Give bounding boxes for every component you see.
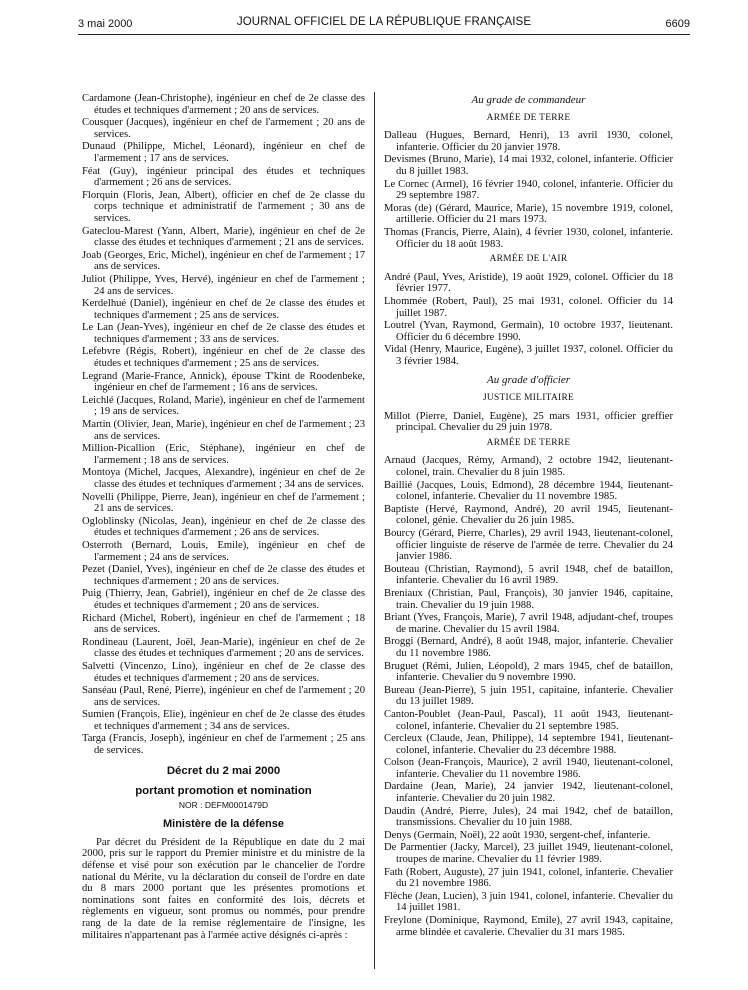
journal-title: JOURNAL OFFICIEL DE LA RÉPUBLIQUE FRANÇAISE	[236, 16, 532, 28]
page-header	[78, 16, 690, 35]
list-item: Arnaud (Jacques, Rémy, Armand), 2 octobre 1942, lieutenant-colonel, train. Chevalier du 8 juin 1985.	[384, 455, 673, 479]
right-column	[384, 93, 673, 939]
list-item: Targa (Francis, Joseph), ingénieur en chef de l'armement ; 25 ans de services.	[82, 733, 365, 757]
list-item: Loutrel (Yvan, Raymond, Germain), 10 octobre 1937, lieutenant. Officier du 6 décembre 1990.	[384, 320, 673, 343]
list-item: Devismes (Bruno, Marie), 14 mai 1932, colonel, infanterie. Officier du 8 juillet 1983.	[384, 154, 673, 177]
list-item: Le Lan (Jean-Yves), ingénieur en chef de 2e classe des études et techniques d'armement ; 33 ans de services.	[82, 322, 365, 345]
list-item: De Parmentier (Jacky, Marcel), 23 juillet 1949, lieutenant-colonel, troupes de marine. Chevalier du 11 février 1989.	[384, 842, 673, 866]
list-item: Cardamone (Jean-Christophe), ingénieur en chef de 2e classe des études et techniques d'armement ; 20 ans de services.	[82, 93, 365, 116]
list-item: Broggi (Bernard, André), 8 août 1948, major, infanterie. Chevalier du 11 novembre 1986.	[384, 636, 673, 659]
decree-paragraph: Par décret du Président de la République en date du 2 mai 2000, pris sur le rapport du Premier ministre et du ministre de la défense et visé pour son exécution par le chancelier de l'ordre national du Mérite, vu la déclaration du conseil de l'ordre en date du 8 mars 2000 portant que les présentes promotions et nominations sont faites en conformité des lois, décrets et règlements en vigueur, sont promus ou nommés, pour prendre rang de la date de la remise réglementaire de l'insigne, les militaires n'appartenant pas à l'armée active désignés ci-après :	[82, 836, 365, 941]
list-item: Leichlé (Jacques, Roland, Marie), ingénieur en chef de l'armement ; 19 ans de services.	[82, 394, 365, 418]
list-item: Lhommée (Robert, Paul), 25 mai 1931, colonel. Officier du 14 juillet 1987.	[384, 295, 673, 319]
list-item: Bureau (Jean-Pierre), 5 juin 1951, capitaine, infanterie. Chevalier du 13 juillet 1989.	[384, 684, 673, 708]
subsection-armee-de-l-air: ARMÉE DE L'AIR	[489, 254, 568, 265]
list-item: Florquin (Floris, Jean, Albert), officier en chef de 2e classe du corps technique et administratif de l'armement ; 30 ans de services.	[82, 189, 365, 224]
decree-nor: NOR : DEFM0001479D	[178, 799, 269, 810]
header-date: 3 mai 2000	[78, 18, 133, 30]
list-item: Richard (Michel, Robert), ingénieur en chef de l'armement ; 18 ans de services.	[82, 612, 365, 636]
section-title-officier: Au grade d'officier	[486, 374, 570, 387]
list-item: Joab (Georges, Eric, Michel), ingénieur en chef de l'armement ; 17 ans de services.	[82, 249, 365, 273]
list-item: Lefebvre (Régis, Robert), ingénieur en chef de 2e classe des études et techniques d'armement ; 25 ans de services.	[82, 346, 365, 370]
list-item: Denys (Germain, Noël), 22 août 1930, sergent-chef, infanterie.	[384, 829, 651, 841]
list-item: Bruguet (Rémi, Julien, Léopold), 2 mars 1945, chef de bataillon, infanterie. Chevalier du 9 novembre 1990.	[384, 660, 673, 684]
list-item: Briant (Yves, François, Marie), 7 avril 1948, adjudant-chef, troupes de marine. Chevalier du 15 avril 1984.	[384, 612, 673, 635]
list-item: Legrand (Marie-France, Annick), épouse T'kint de Roodenbeke, ingénieur en chef de l'armement ; 16 ans de services.	[82, 370, 365, 394]
list-item: Bouteau (Christian, Raymond), 5 avril 1948, chef de bataillon, infanterie. Chevalier du 16 avril 1989.	[384, 563, 673, 587]
left-column	[82, 93, 365, 941]
list-item: Sanséau (Paul, René, Pierre), ingénieur en chef de l'armement ; 20 ans de services.	[82, 685, 365, 708]
list-item: Juliot (Philippe, Yves, Hervé), ingénieur en chef de l'armement ; 24 ans de services.	[82, 273, 365, 297]
list-item: Freylone (Dominique, Raymond, Emile), 27 avril 1943, capitaine, arme blindée et cavalerie. Chevalier du 31 mars 1985.	[384, 915, 673, 938]
list-item: Le Cornec (Armel), 16 février 1940, colonel, infanterie. Officier du 29 septembre 1987.	[384, 178, 673, 202]
list-item: Baillié (Jacques, Louis, Edmond), 28 décembre 1944, lieutenant-colonel, infanterie. Chevalier du 11 novembre 1985.	[384, 479, 673, 503]
list-item: Moras (de) (Gérard, Maurice, Marie), 15 novembre 1919, colonel, artillerie. Officier du 21 mars 1973.	[384, 202, 673, 226]
list-item: Millot (Pierre, Daniel, Eugène), 25 mars 1931, officier greffier principal. Chevalier du 29 juin 1978.	[384, 410, 673, 434]
list-item: Osterroth (Bernard, Louis, Emile), ingénieur en chef de l'armement ; 24 ans de services.	[82, 539, 365, 563]
list-commandeur-air	[384, 272, 673, 368]
ministry-heading: Ministère de la défense	[162, 818, 285, 831]
list-item: Kerdelhué (Daniel), ingénieur en chef de 2e classe des études et techniques d'armement ; 25 ans de services.	[82, 298, 365, 321]
list-item: Million-Picallion (Eric, Stéphane), ingénieur en chef de l'armement ; 18 ans de services.	[82, 443, 365, 466]
list-item: Sumien (François, Elie), ingénieur en chef de 2e classe des études et techniques d'armement ; 34 ans de services.	[82, 709, 365, 732]
list-item: André (Paul, Yves, Aristide), 19 août 1929, colonel. Officier du 18 février 1977.	[384, 271, 673, 295]
list-item: Cousquer (Jacques), ingénieur en chef de l'armement ; 20 ans de services.	[82, 117, 365, 140]
subsection-armee-de-terre-2: ARMÉE DE TERRE	[486, 437, 571, 448]
subsection-armee-de-terre: ARMÉE DE TERRE	[486, 112, 571, 123]
list-item: Breniaux (Christian, Paul, François), 30 janvier 1946, capitaine, train. Chevalier du 19 juin 1988.	[384, 587, 673, 611]
list-officier-justice	[384, 411, 673, 434]
list-item: Canton-Poublet (Jean-Paul, Pascal), 11 août 1943, lieutenant-colonel, infanterie. Chevalier du 21 septembre 1985.	[384, 708, 673, 732]
list-item: Dunaud (Philippe, Michel, Léonard), ingénieur en chef de l'armement ; 17 ans de services.	[82, 141, 365, 164]
list-item: Ogloblinsky (Nicolas, Jean), ingénieur en chef de 2e classe des études et techniques d'armement ; 26 ans de services.	[82, 515, 365, 539]
list-item: Daudin (André, Pierre, Jules), 24 mai 1942, chef de bataillon, transmissions. Chevalier du 10 juin 1988.	[384, 805, 673, 829]
list-item: Flèche (Jean, Lucien), 3 juin 1941, colonel, infanterie. Chevalier du 14 juillet 1981.	[384, 890, 673, 914]
list-item: Féat (Guy), ingénieur principal des études et techniques d'armement ; 26 ans de services.	[82, 165, 365, 189]
list-item: Cercleux (Claude, Jean, Philippe), 14 septembre 1941, lieutenant-colonel, infanterie. Chevalier du 23 décembre 1988.	[384, 733, 673, 756]
list-item: Salvetti (Vincenzo, Lino), ingénieur en chef de 2e classe des études et techniques d'armement ; 20 ans de services.	[82, 660, 365, 684]
list-item: Pezet (Daniel, Yves), ingénieur en chef de 2e classe des études et techniques d'armement ; 20 ans de services.	[82, 564, 365, 587]
list-item: Vidal (Henry, Maurice, Eugène), 3 juillet 1937, colonel. Officier du 3 février 1984.	[384, 344, 673, 367]
list-item: Baptiste (Hervé, Raymond, André), 20 avril 1945, lieutenant-colonel, génie. Chevalier du 26 juin 1985.	[384, 503, 673, 527]
list-item: Martin (Olivier, Jean, Marie), ingénieur en chef de l'armement ; 23 ans de services.	[82, 419, 365, 442]
list-item: Thomas (Francis, Pierre, Alain), 4 février 1930, colonel, infanterie. Officier du 18 août 1983.	[384, 226, 673, 250]
subsection-justice-militaire: JUSTICE MILITAIRE	[482, 393, 575, 404]
list-commandeur-terre	[384, 130, 673, 250]
section-title-commandeur: Au grade de commandeur	[471, 94, 586, 106]
list-item: Colson (Jean-François, Maurice), 2 avril 1940, lieutenant-colonel, infanterie. Chevalier du 11 novembre 1986.	[384, 757, 673, 780]
list-item: Rondineau (Laurent, Joël, Jean-Marie), ingénieur en chef de 2e classe des études et techniques d'armement ; 20 ans de services.	[82, 636, 365, 660]
list-officier-terre	[384, 455, 673, 938]
column-divider	[374, 92, 375, 969]
list-item: Gateclou-Marest (Yann, Albert, Marie), ingénieur en chef de 2e classe des études et techniques d'armement ; 21 ans de services.	[82, 225, 365, 249]
list-item: Dardaine (Jean, Marie), 24 janvier 1942, lieutenant-colonel, infanterie. Chevalier du 20 juin 1982.	[384, 781, 673, 805]
decree-title: Décret du 2 mai 2000	[166, 764, 281, 777]
list-item: Dalleau (Hugues, Bernard, Henri), 13 avril 1930, colonel, infanterie. Officier du 20 janvier 1978.	[384, 130, 673, 153]
list-item: Bourcy (Gérard, Pierre, Charles), 29 avril 1943, lieutenant-colonel, officier linguiste de réserve de l'armée de terre. Chevalier du 24 janvier 1986.	[384, 528, 673, 563]
page-number: 6609	[665, 18, 690, 30]
list-item: Novelli (Philippe, Pierre, Jean), ingénieur en chef de l'armement ; 21 ans de services.	[82, 491, 365, 515]
list-item: Montoya (Michel, Jacques, Alexandre), ingénieur en chef de 2e classe des études et techniques d'armement ; 34 ans de services.	[82, 467, 365, 490]
decree-subtitle: portant promotion et nomination	[135, 785, 312, 798]
list-item: Puig (Thierry, Jean, Gabriel), ingénieur en chef de 2e classe des études et techniques d'armement ; 20 ans de services.	[82, 588, 365, 611]
list-item: Fath (Robert, Auguste), 27 juin 1941, colonel, infanterie. Chevalier du 21 novembre 1986.	[384, 866, 673, 890]
